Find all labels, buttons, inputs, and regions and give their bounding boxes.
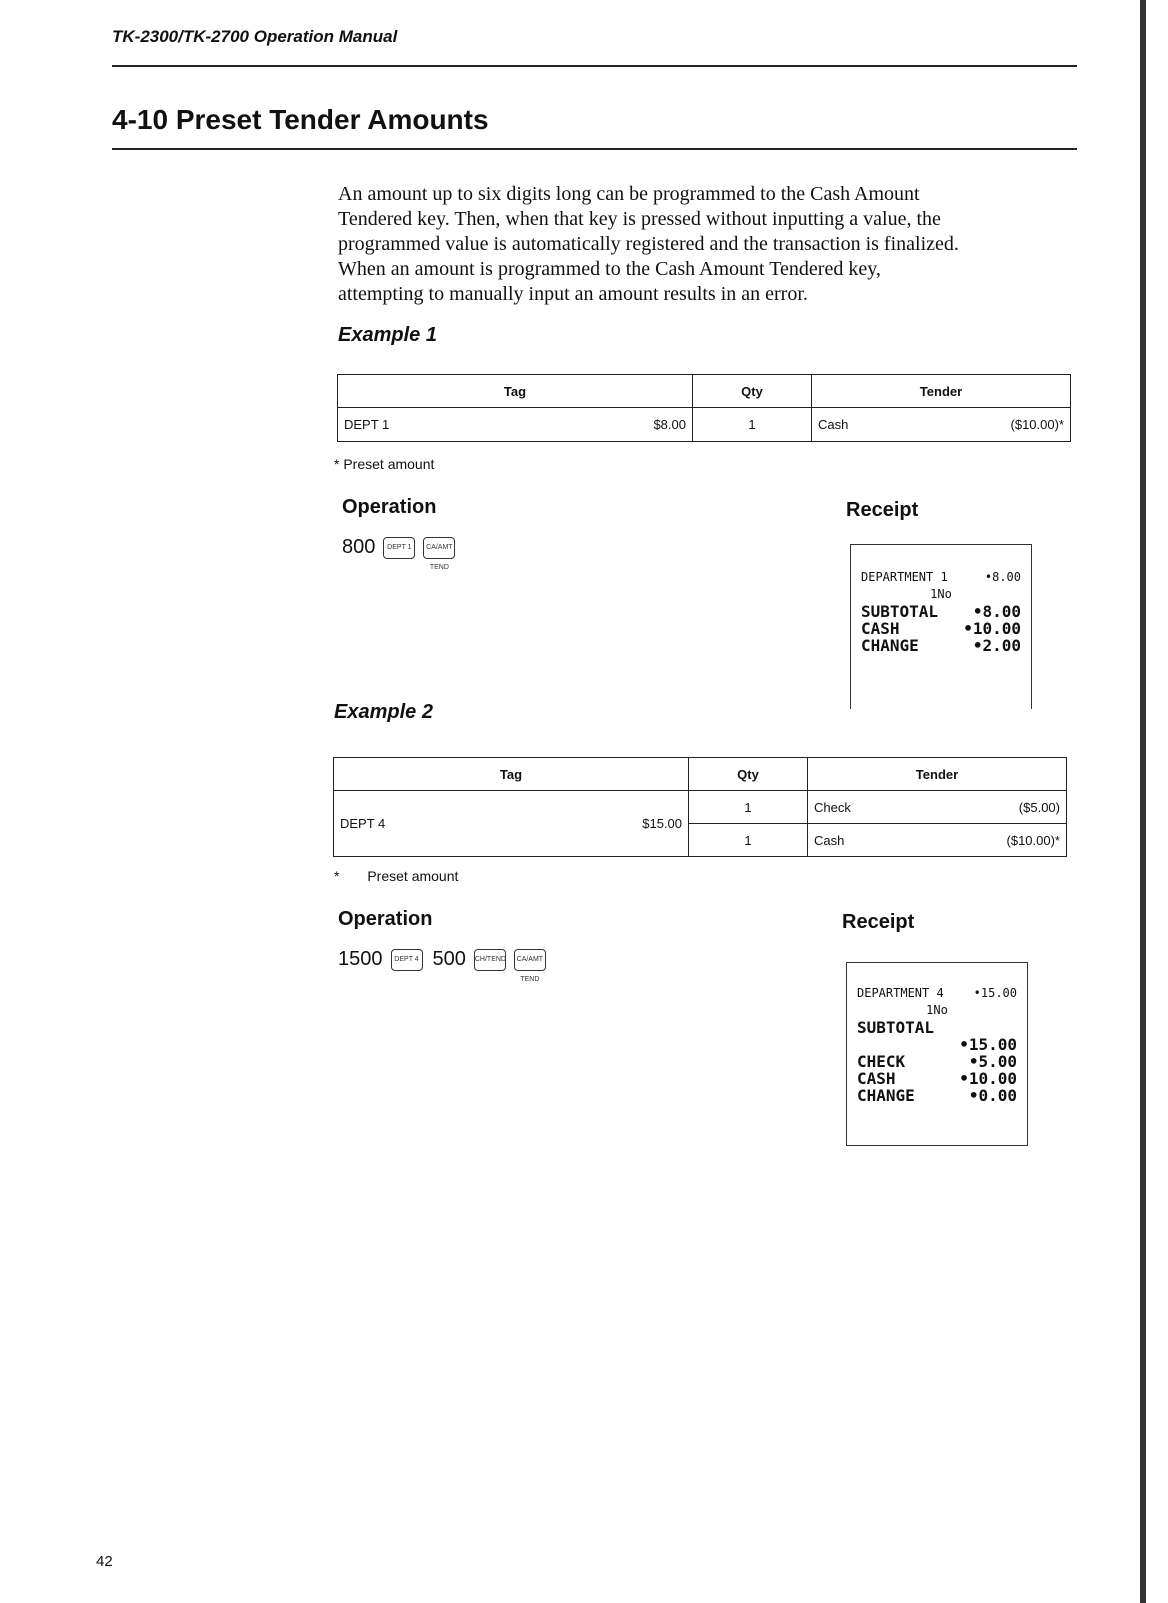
receipt-subtotal-value: •15.00 (959, 1035, 1017, 1054)
receipt-subtotal-label: SUBTOTAL (857, 1018, 935, 1037)
running-header: TK-2300/TK-2700 Operation Manual (112, 27, 398, 46)
footnote-text: Preset amount (367, 868, 459, 884)
operation-number: 500 (432, 948, 466, 970)
title-rule (112, 148, 1077, 150)
tender-type: Cash (814, 832, 845, 848)
tender-amount: ($10.00)* (1006, 832, 1060, 848)
qty-cell: 1 (693, 408, 812, 442)
example-1-receipt (850, 544, 1032, 709)
tender-header: Tender (808, 758, 1067, 791)
example-2-heading: Example 2 (334, 701, 433, 723)
qty-header: Qty (693, 375, 812, 408)
qty-cell: 1 (689, 824, 808, 857)
example-2-table (333, 757, 1067, 857)
dept-key-icon: DEPT 1 (383, 537, 415, 559)
tender-type: Cash (818, 417, 849, 432)
intro-line: Tendered key. Then, when that key is pressed without inputting a value, the (338, 208, 941, 230)
operation-number: 800 (342, 536, 376, 558)
receipt-dept-value: •15.00 (973, 986, 1017, 1000)
page-edge-bar (1140, 0, 1146, 1603)
example-2-receipt-heading: Receipt (842, 911, 915, 933)
example-2-operation (338, 948, 546, 983)
intro-line: programmed value is automatically registered and the transaction is finalized. (338, 233, 959, 255)
cash-tend-key-icon: CA/AMT TEND (514, 949, 546, 971)
intro-line: When an amount is programmed to the Cash Amount Tendered key, (338, 258, 881, 280)
intro-paragraph (338, 182, 1073, 307)
receipt-change-value: •0.00 (968, 1086, 1017, 1105)
tender-cell (812, 408, 1071, 442)
tender-cell (808, 791, 1067, 824)
tender-cell (808, 824, 1067, 857)
tag-header: Tag (338, 375, 693, 408)
tender-header: Tender (812, 375, 1071, 408)
page-number: 42 (96, 1553, 113, 1570)
tag-cell (338, 408, 693, 442)
receipt-cash-label: CASH (861, 619, 900, 638)
dept-label: DEPT 4 (340, 816, 386, 831)
receipt-dept-label: DEPARTMENT 4 (857, 986, 944, 1000)
qty-header: Qty (689, 758, 808, 791)
operation-number: 1500 (338, 948, 383, 970)
receipt-cash-value: •10.00 (963, 619, 1021, 638)
receipt-dept-value: •8.00 (984, 570, 1021, 584)
receipt-count: 1No (926, 1003, 948, 1017)
example-2-operation-heading: Operation (338, 908, 433, 930)
receipt-change-label: CHANGE (861, 636, 919, 655)
dept-label: DEPT 1 (344, 417, 390, 432)
receipt-subtotal-value: •8.00 (972, 602, 1021, 621)
check-tend-key-icon: CH/TEND (474, 949, 506, 971)
tender-amount: ($5.00) (1018, 799, 1060, 815)
receipt-change-value: •2.00 (972, 636, 1021, 655)
header-rule (112, 65, 1077, 67)
section-title: 4-10 Preset Tender Amounts (112, 104, 489, 135)
receipt-check-value: •5.00 (968, 1052, 1017, 1071)
qty-cell: 1 (689, 791, 808, 824)
example-1-receipt-heading: Receipt (846, 499, 919, 521)
receipt-dept-label: DEPARTMENT 1 (861, 570, 948, 584)
receipt-check-label: CHECK (857, 1052, 906, 1071)
cash-tend-key-icon: CA/AMT TEND (423, 537, 455, 559)
example-1-heading: Example 1 (338, 324, 437, 346)
example-1-operation-heading: Operation (342, 496, 437, 518)
footnote-mark: * (334, 868, 340, 884)
receipt-subtotal-label: SUBTOTAL (861, 602, 939, 621)
example-2-receipt (846, 962, 1028, 1146)
price-value: $8.00 (653, 417, 686, 432)
intro-line: An amount up to six digits long can be programmed to the Cash Amount (338, 183, 920, 205)
dept-key-icon: DEPT 4 (391, 949, 423, 971)
intro-line: attempting to manually input an amount results in an error. (338, 283, 808, 305)
example-1-operation (342, 536, 455, 571)
receipt-cash-label: CASH (857, 1069, 896, 1088)
tender-type: Check (814, 799, 851, 815)
tender-amount: ($10.00)* (1010, 417, 1064, 432)
receipt-count: 1No (930, 587, 952, 601)
receipt-cash-value: •10.00 (959, 1069, 1017, 1088)
tag-header: Tag (334, 758, 689, 791)
example-1-table (337, 374, 1071, 442)
tag-cell (334, 791, 689, 857)
price-value: $15.00 (642, 816, 682, 831)
receipt-change-label: CHANGE (857, 1086, 915, 1105)
example-2-footnote (334, 868, 458, 884)
example-1-footnote: * Preset amount (334, 456, 435, 472)
